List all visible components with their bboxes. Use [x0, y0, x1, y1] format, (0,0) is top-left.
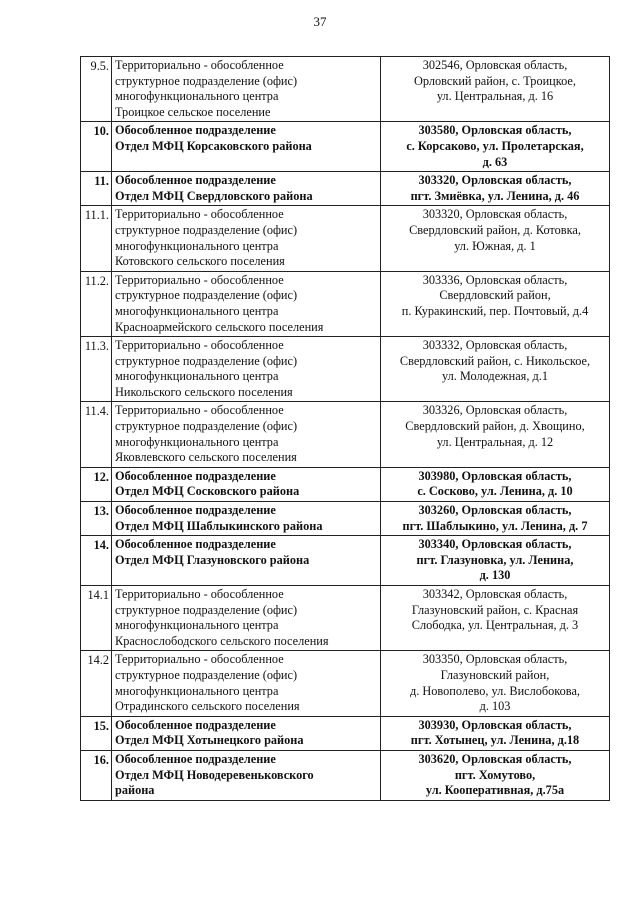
office-name-line: многофункционального центра [115, 683, 279, 698]
table-row [81, 206, 610, 271]
row-number: 11.3. [81, 337, 112, 402]
office-address-line: пгт. Шаблыкино, ул. Ленина, д. 7 [402, 518, 588, 533]
office-address-line: д. 130 [479, 568, 511, 583]
office-address-line: ул. Кооперативная, д.75а [425, 783, 565, 798]
office-name-line: Отдел МФЦ Шаблыкинского района [115, 518, 323, 533]
table-row [81, 467, 610, 501]
table-row [81, 57, 610, 122]
office-address-line: Свердловский район, д. Котовка, [409, 222, 581, 237]
office-name-line: структурное подразделение (офис) [115, 353, 298, 368]
row-number: 12. [81, 467, 112, 501]
office-name-line: структурное подразделение (офис) [115, 667, 298, 682]
row-number: 9.5. [81, 57, 112, 122]
office-address-line: Свердловский район, д. Хвощино, [405, 419, 585, 434]
office-name-cell [112, 651, 381, 716]
table-row [81, 402, 610, 467]
office-address-cell [381, 206, 610, 271]
office-address-line: пгт. Змиёвка, ул. Ленина, д. 46 [410, 188, 580, 203]
office-name-line: Отдел МФЦ Новодеревеньковского [115, 767, 314, 782]
office-address-line: 303326, Орловская область, [422, 403, 568, 418]
office-address-line: Глазуновский район, с. Красная [411, 602, 579, 617]
office-name-line: структурное подразделение (офис) [115, 419, 298, 434]
page-number: 37 [313, 14, 327, 29]
office-name-line: Обособленное подразделение [115, 123, 276, 138]
office-address-line: ул. Центральная, д. 16 [436, 89, 554, 104]
table-row [81, 716, 610, 750]
office-address-line: ул. Центральная, д. 12 [436, 434, 554, 449]
office-name-line: Отдел МФЦ Хотынецкого района [115, 733, 304, 748]
office-name-line: Отрадинского сельского поселения [115, 699, 300, 714]
office-name-line: Территориально - обособленное [115, 338, 284, 353]
office-name-cell [112, 122, 381, 172]
office-name-line: многофункционального центра [115, 369, 279, 384]
office-address-line: д. 103 [479, 699, 511, 714]
row-number: 15. [81, 716, 112, 750]
table-row [81, 651, 610, 716]
office-name-cell [112, 402, 381, 467]
office-name-line: Территориально - обособленное [115, 58, 284, 72]
table-row [81, 586, 610, 651]
table-row [81, 172, 610, 206]
office-address-line: пгт. Хомутово, [454, 767, 536, 782]
office-name-line: структурное подразделение (офис) [115, 73, 298, 88]
office-name-line: Территориально - обособленное [115, 403, 284, 418]
office-address-cell [381, 586, 610, 651]
office-name-line: Территориально - обособленное [115, 652, 284, 667]
table-row [81, 536, 610, 586]
row-number: 14.2 [81, 651, 112, 716]
office-address-cell [381, 271, 610, 336]
office-address-line: 303332, Орловская область, [422, 338, 568, 353]
office-name-line: Обособленное подразделение [115, 751, 276, 766]
office-name-cell [112, 502, 381, 536]
table-row [81, 337, 610, 402]
office-address-line: ул. Южная, д. 1 [454, 238, 536, 253]
office-name-cell [112, 57, 381, 122]
office-address-line: Орловский район, с. Троицкое, [414, 73, 576, 88]
office-name-cell [112, 536, 381, 586]
office-address-cell [381, 651, 610, 716]
office-name-line: многофункционального центра [115, 89, 279, 104]
office-address-line: с. Сосково, ул. Ленина, д. 10 [417, 484, 573, 499]
office-name-line: Троицкое сельское поселение [115, 104, 271, 119]
office-name-line: Отдел МФЦ Сосковского района [115, 484, 300, 499]
office-name-cell [112, 206, 381, 271]
office-address-line: д. 63 [482, 154, 508, 169]
office-name-line: Отдел МФЦ Корсаковского района [115, 138, 312, 153]
office-address-line: 302546, Орловская область, [422, 58, 568, 72]
office-address-line: 303342, Орловская область, [422, 587, 568, 601]
office-name-line: Обособленное подразделение [115, 468, 276, 483]
office-address-cell [381, 536, 610, 586]
table-row [81, 750, 610, 800]
office-name-line: Яковлевского сельского поселения [115, 450, 297, 465]
office-address-line: ул. Молодежная, д.1 [442, 369, 548, 384]
office-name-cell [112, 467, 381, 501]
office-address-cell [381, 172, 610, 206]
office-name-line: структурное подразделение (офис) [115, 222, 298, 237]
office-address-line: 303320, Орловская область, [418, 173, 572, 188]
office-address-line: Свердловский район, с. Никольское, [399, 353, 591, 368]
office-name-line: Отдел МФЦ Глазуновского района [115, 552, 310, 567]
office-name-line: Территориально - обособленное [115, 587, 284, 601]
office-name-line: Обособленное подразделение [115, 537, 276, 552]
office-address-line: Свердловский район, [439, 288, 551, 303]
office-address-line: Глазуновский район, [440, 667, 550, 682]
office-name-line: Котовского сельского поселения [115, 254, 285, 269]
office-address-cell [381, 122, 610, 172]
office-name-cell [112, 586, 381, 651]
row-number: 10. [81, 122, 112, 172]
office-name-line: Обособленное подразделение [115, 173, 276, 188]
table-row [81, 502, 610, 536]
office-name-cell [112, 716, 381, 750]
office-address-cell [381, 502, 610, 536]
office-address-line: пгт. Глазуновка, ул. Ленина, [416, 552, 574, 567]
office-address-cell [381, 402, 610, 467]
office-address-line: 303260, Орловская область, [418, 503, 572, 518]
office-name-line: структурное подразделение (офис) [115, 602, 298, 617]
office-address-line: Слободка, ул. Центральная, д. 3 [411, 618, 579, 633]
office-name-line: структурное подразделение (офис) [115, 288, 298, 303]
office-address-line: пгт. Хотынец, ул. Ленина, д.18 [410, 733, 580, 748]
office-name-line: Обособленное подразделение [115, 717, 276, 732]
mfc-offices-table [80, 56, 610, 801]
office-address-line: 303336, Орловская область, [422, 272, 568, 287]
office-name-line: Территориально - обособленное [115, 272, 284, 287]
office-address-line: п. Куракинский, пер. Почтовый, д.4 [401, 303, 589, 318]
row-number: 14. [81, 536, 112, 586]
office-name-line: многофункционального центра [115, 303, 279, 318]
office-address-line: 303980, Орловская область, [418, 468, 572, 483]
office-address-line: 303580, Орловская область, [418, 123, 572, 138]
office-name-line: Краснослободского сельского поселения [115, 633, 329, 648]
office-address-cell [381, 467, 610, 501]
office-address-cell [381, 716, 610, 750]
office-name-line: многофункционального центра [115, 618, 279, 633]
row-number: 11. [81, 172, 112, 206]
row-number: 16. [81, 750, 112, 800]
office-name-line: Никольского сельского поселения [115, 384, 293, 399]
row-number: 13. [81, 502, 112, 536]
office-address-line: д. Новополево, ул. Вислобокова, [410, 683, 580, 698]
row-number: 11.4. [81, 402, 112, 467]
office-name-line: района [115, 783, 155, 798]
office-address-cell [381, 750, 610, 800]
office-address-cell [381, 337, 610, 402]
office-address-line: 303320, Орловская область, [422, 207, 568, 222]
table-row [81, 271, 610, 336]
row-number: 14.1 [81, 586, 112, 651]
office-address-line: 303340, Орловская область, [418, 537, 572, 552]
office-address-line: 303620, Орловская область, [418, 751, 572, 766]
office-name-line: Обособленное подразделение [115, 503, 276, 518]
office-name-line: многофункционального центра [115, 434, 279, 449]
office-name-line: Территориально - обособленное [115, 207, 284, 222]
office-name-cell [112, 172, 381, 206]
office-name-line: Отдел МФЦ Свердловского района [115, 188, 313, 203]
office-address-line: с. Корсаково, ул. Пролетарская, [406, 138, 584, 153]
row-number: 11.2. [81, 271, 112, 336]
office-name-line: многофункционального центра [115, 238, 279, 253]
table-body [81, 57, 610, 801]
row-number: 11.1. [81, 206, 112, 271]
office-name-cell [112, 750, 381, 800]
office-address-line: 303350, Орловская область, [422, 652, 568, 667]
table-row [81, 122, 610, 172]
office-name-cell [112, 271, 381, 336]
office-name-cell [112, 337, 381, 402]
office-address-cell [381, 57, 610, 122]
office-address-line: 303930, Орловская область, [418, 717, 572, 732]
office-name-line: Красноармейского сельского поселения [115, 319, 324, 334]
